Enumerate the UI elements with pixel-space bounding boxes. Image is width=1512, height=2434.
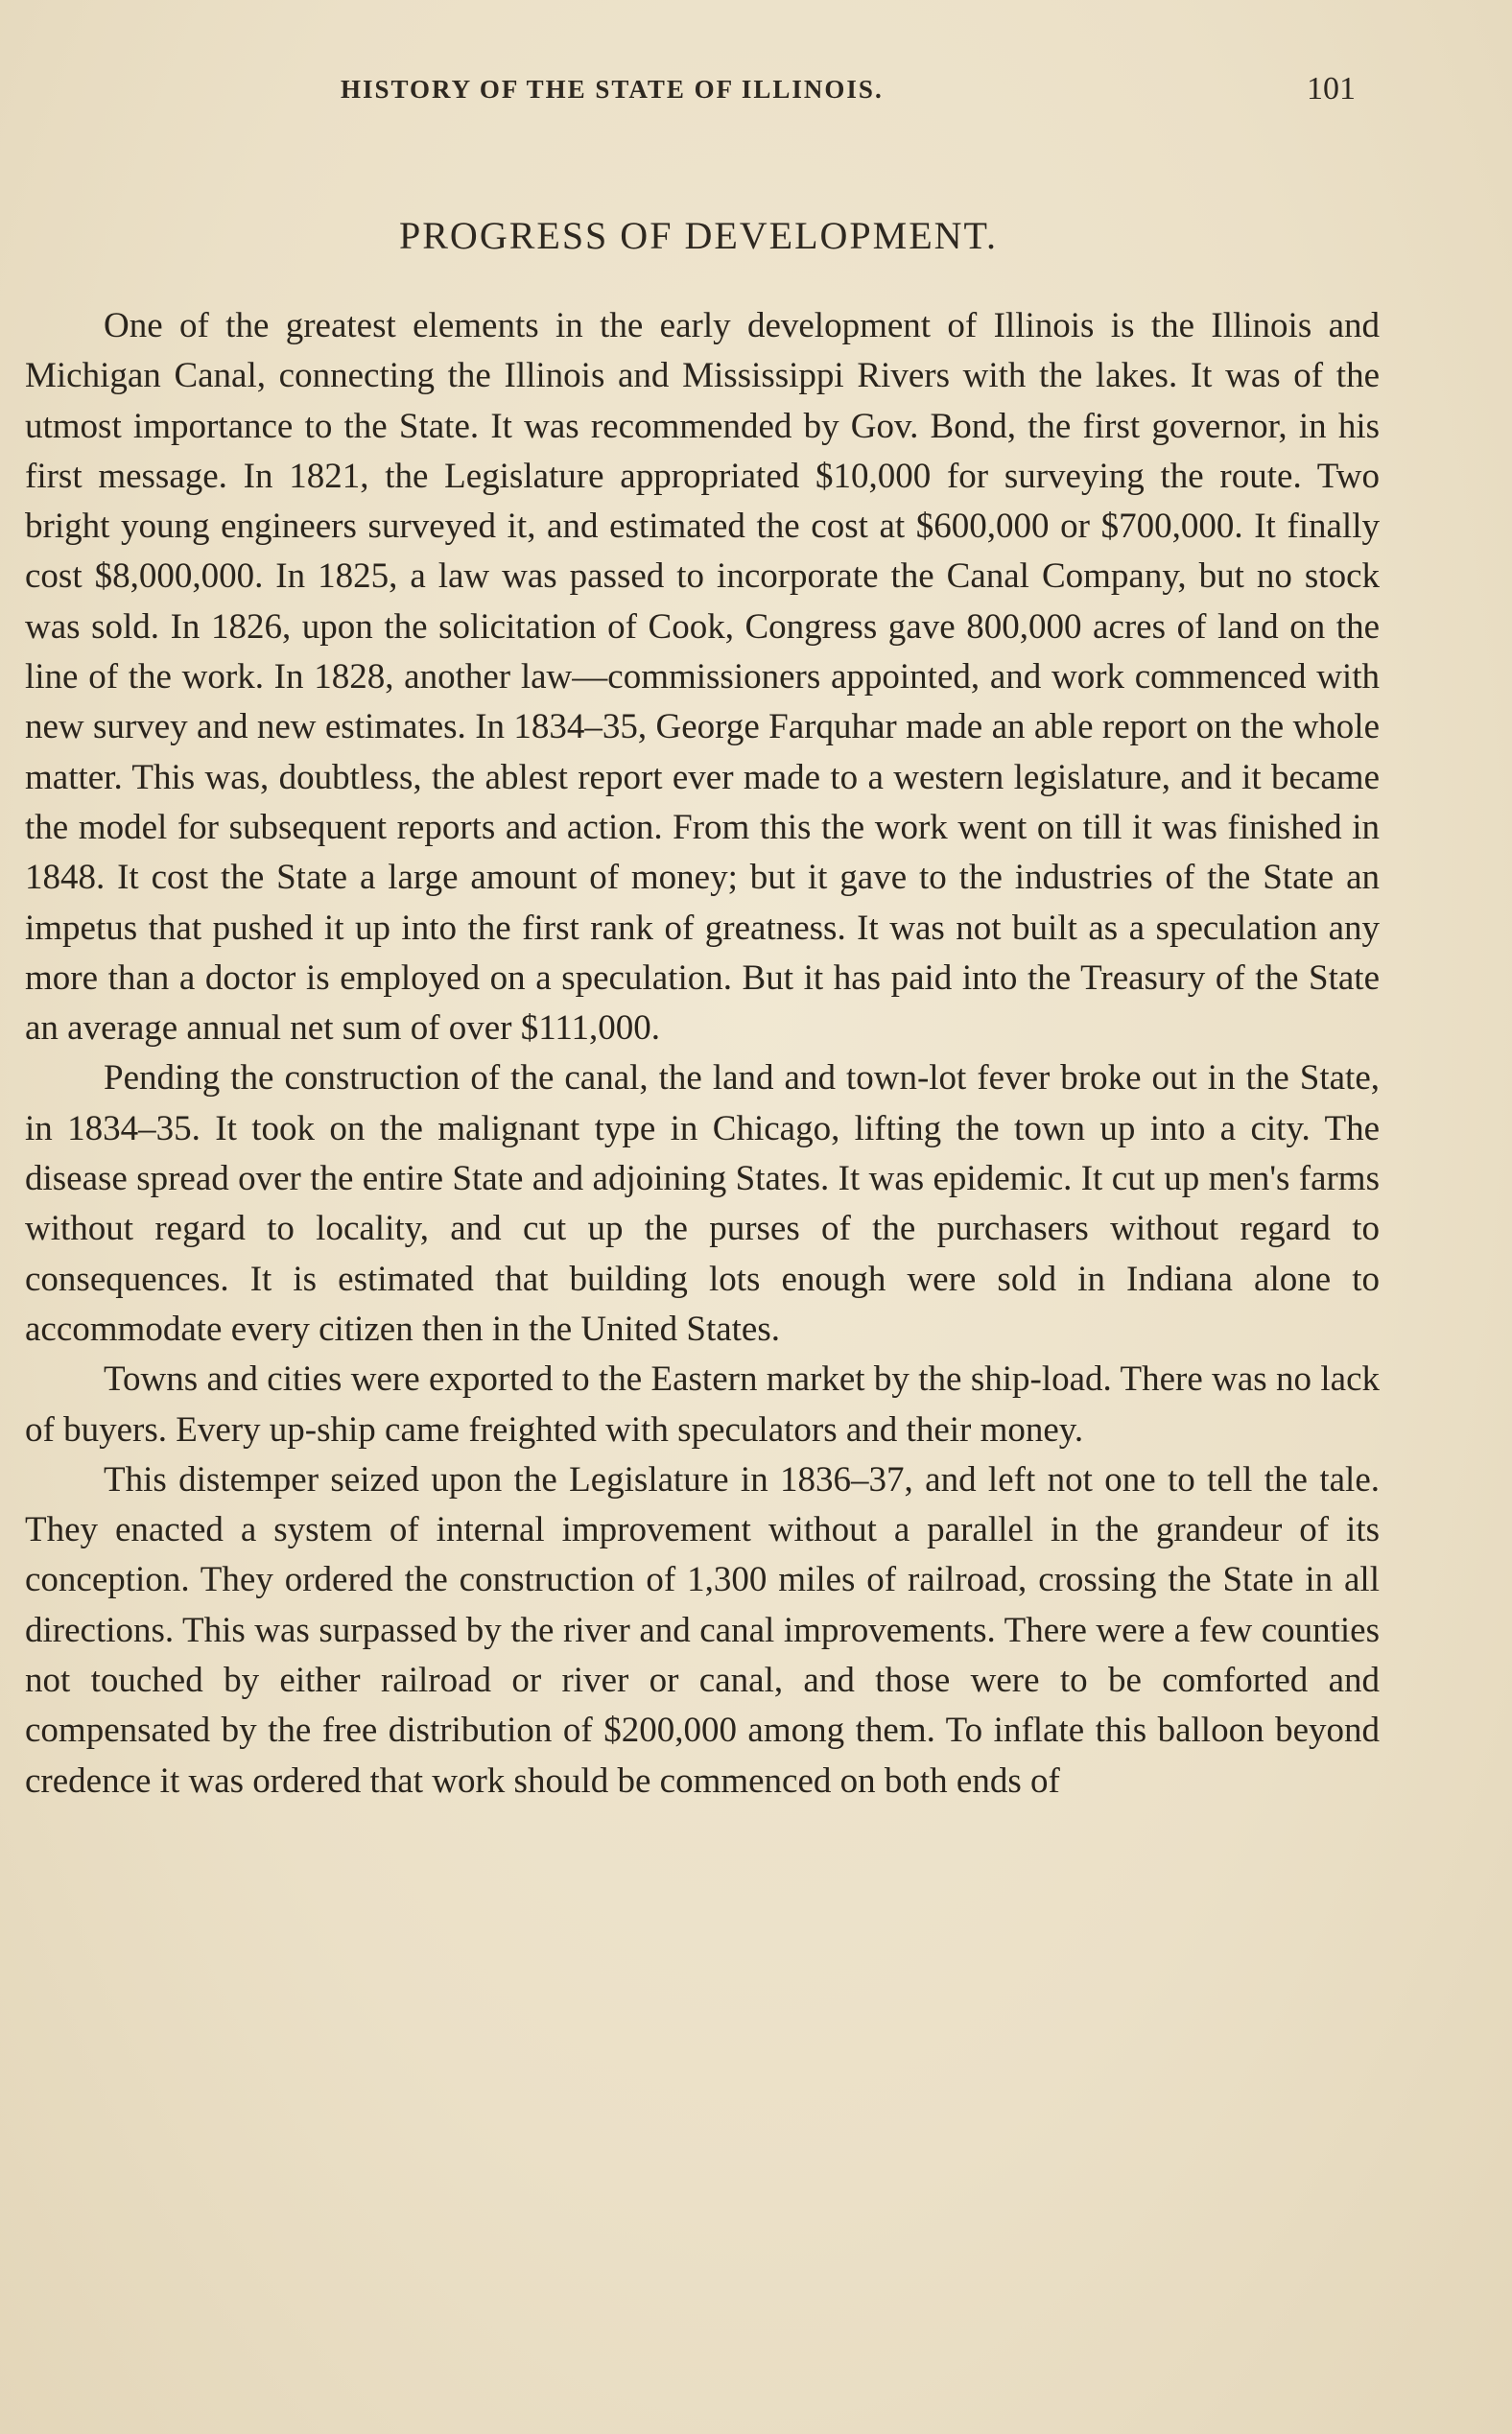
paragraph-canal: One of the greatest elements in the early development of Illinois is the Illinois and Michigan Canal, connecting the Illinois and Mississippi Rivers with the lakes. It was of the utmost importance to the State. It was recommended by Gov. Bond, the first governor, in his first message. In 1821, the Legislature appropriated $10,000 for surveying the route. Two bright young engineers surveyed it, and estimated the cost at $600,000 or $700,000. It finally cost $8,000,000. In 1825, a law was passed to incorporate the Canal Company, but no stock was sold. In 1826, upon the solicitation of Cook, Congress gave 800,000 acres of land on the line of the work. In 1828, another law—commissioners appointed, and work commenced with new survey and new estimates. In 1834–35, George Farquhar made an able report on the whole matter. This was, doubtless, the ablest report ever made to a western legislature, and it became the model for subsequent reports and action. From this the work went on till it was finished in 1848. It cost the State a large amount of money; but it gave to the industries of the State an impetus that pushed it up into the first rank of greatness. It was not built as a speculation any more than a doctor is employed on a speculation. But it has paid into the Treasury of the State an average annual net sum of over $111,000. xyxy=(25,306,1380,1049)
paragraph-internal-improvement: This distemper seized upon the Legislature in 1836–37, and left not one to tell the tale. They enacted a system of internal improvement without a parallel in the grandeur of its conception. They ordered the construction of 1,300 miles of railroad, crossing the State in all directions. This was surpassed by the river and canal improvements. There were a few counties not touched by either railroad or river or canal, and those were to be comforted and compensated by the free distribution of $200,000 among them. To inflate this balloon beyond credence it was ordered that work should be commenced on both ends of xyxy=(25,1459,1380,1801)
section-title: PROGRESS OF DEVELOPMENT. xyxy=(399,214,998,257)
paragraph-towns-exported: Towns and cities were exported to the Eastern market by the ship-load. There was no lack of buyers. Every up-ship came freighted with speculators and their money. xyxy=(25,1359,1380,1450)
body-text xyxy=(25,301,1380,1807)
page-number: 101 xyxy=(1307,71,1356,106)
paragraph-land-fever: Pending the construction of the canal, the land and town-lot fever broke out in the State, in 1834–35. It took on the malignant type in Chicago, lifting the town up into a city. The disease spread over the entire State and adjoining States. It was epidemic. It cut up men's farms without regard to locality, and cut up the purses of the purchasers without regard to consequences. It is estimated that building lots enough were sold in Indiana alone to accommodate every citizen then in the United States. xyxy=(25,1058,1380,1349)
running-head: HISTORY OF THE STATE OF ILLINOIS. xyxy=(341,75,884,104)
